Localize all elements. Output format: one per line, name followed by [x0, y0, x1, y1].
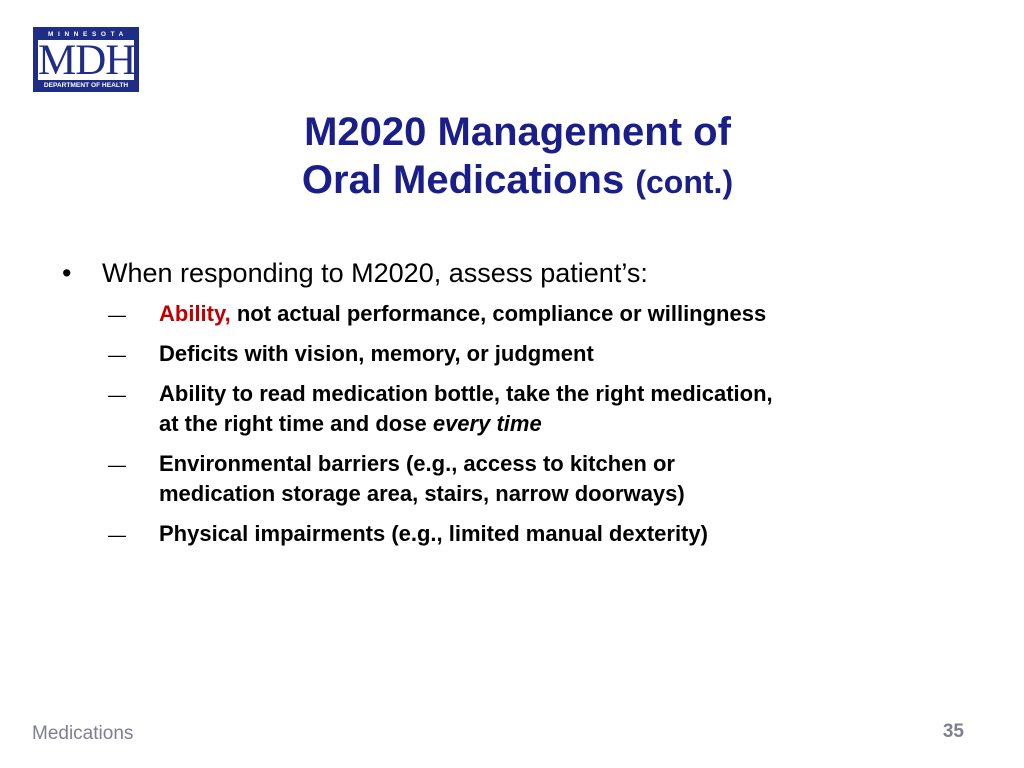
every-time-emphasis: every time: [432, 411, 542, 436]
main-bullet-text: When responding to M2020, assess patient’s:: [102, 258, 648, 288]
sub-bullet-physical: [60, 519, 980, 549]
slide-body: [60, 253, 980, 559]
logo-bottom-text: DEPARTMENT OF HEALTH: [43, 82, 129, 89]
dash-marker: —: [108, 345, 126, 365]
footer-section-label: Medications: [32, 723, 134, 744]
logo-top-text: MINNESOTA: [48, 31, 128, 38]
sub-bullet-deficits: [60, 339, 980, 369]
logo-mdh-text: MDH: [38, 37, 136, 84]
title-line-1: M2020 Management of: [304, 110, 731, 154]
dash-marker: —: [108, 385, 126, 405]
read-bottle-line-2: at the right time and dose: [159, 411, 427, 436]
dash-marker: —: [108, 525, 126, 545]
bullet-dot: •: [62, 258, 72, 288]
dash-marker: —: [108, 305, 126, 325]
dash-marker: —: [108, 455, 126, 475]
page-number: 35: [942, 721, 964, 742]
environment-line-2: medication storage area, stairs, narrow doorways): [159, 481, 685, 506]
ability-rest: not actual performance, compliance or willingness: [236, 301, 767, 326]
read-bottle-line-1: Ability to read medication bottle, take the right medication,: [159, 381, 773, 406]
physical-text: Physical impairments (e.g., limited manual dexterity): [159, 521, 708, 546]
sub-bullet-list: [60, 299, 980, 549]
title-line-2-main: Oral Medications: [301, 158, 625, 202]
sub-bullet-environment: [60, 449, 980, 509]
sub-bullet-read-bottle: [60, 379, 980, 439]
title-line-2: [180, 156, 855, 206]
main-bullet: [60, 253, 980, 293]
sub-bullet-ability: [60, 299, 980, 329]
environment-line-1: Environmental barriers (e.g., access to kitchen or: [159, 451, 675, 476]
deficits-text: Deficits with vision, memory, or judgment: [159, 341, 594, 366]
slide-title: [180, 108, 855, 206]
ability-highlight: Ability,: [159, 301, 231, 326]
mdh-logo: [33, 27, 139, 92]
title-line-2-small: (cont.): [635, 164, 734, 200]
